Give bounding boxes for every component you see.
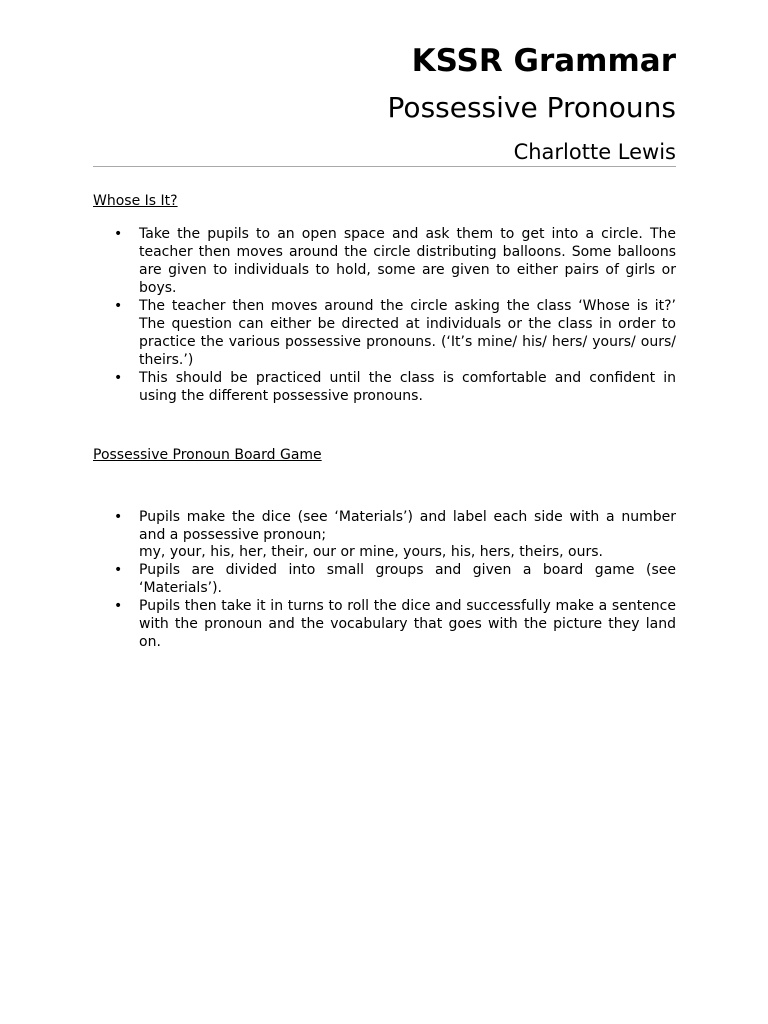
bullet-icon: • bbox=[114, 509, 123, 525]
section-heading-board-game: Possessive Pronoun Board Game bbox=[93, 447, 322, 463]
list-item bbox=[93, 508, 676, 561]
list-item-text: The teacher then moves around the circle asking the class ‘Whose is it?’ The question can either be directed at individuals or the class in order to practice the various possessive pronouns. (‘It’s mine/ his/ hers/ yours/ ours/ theirs.’) bbox=[139, 298, 676, 368]
document-subtitle: Possessive Pronouns bbox=[387, 91, 676, 124]
list-item bbox=[93, 369, 676, 405]
bullet-icon: • bbox=[114, 562, 123, 578]
bullet-icon: • bbox=[114, 298, 123, 314]
list-item-text: Take the pupils to an open space and ask them to get into a circle. The teacher then moves around the circle distributing balloons. Some balloons are given to individuals to hold, some are given to either pairs of girls or boys. bbox=[139, 226, 676, 296]
document-title: KSSR Grammar bbox=[411, 43, 676, 79]
list-item bbox=[93, 225, 676, 297]
section-heading-whose-is-it: Whose Is It? bbox=[93, 193, 178, 209]
list-item bbox=[93, 297, 676, 369]
bullet-icon: • bbox=[114, 226, 123, 242]
list-item-text: This should be practiced until the class is comfortable and confident in using the different possessive pronouns. bbox=[139, 370, 676, 404]
header-divider bbox=[93, 166, 676, 167]
list-item-text: Pupils then take it in turns to roll the dice and successfully make a sentence with the pronoun and the vocabulary that goes with the picture they land on. bbox=[139, 598, 676, 650]
bullet-icon: • bbox=[114, 598, 123, 614]
list-item bbox=[93, 597, 676, 651]
list-item bbox=[93, 561, 676, 597]
list-item-text: Pupils make the dice (see ‘Materials’) and label each side with a number and a possessive pronoun; bbox=[139, 509, 676, 543]
whose-is-it-list bbox=[93, 225, 676, 405]
pronoun-list-line: my, your, his, her, their, our or mine, yours, his, hers, theirs, ours. bbox=[139, 544, 603, 560]
document-author: Charlotte Lewis bbox=[513, 140, 676, 164]
bullet-icon: • bbox=[114, 370, 123, 386]
list-item-text: Pupils are divided into small groups and given a board game (see ‘Materials’). bbox=[139, 562, 676, 596]
board-game-list bbox=[93, 508, 676, 651]
